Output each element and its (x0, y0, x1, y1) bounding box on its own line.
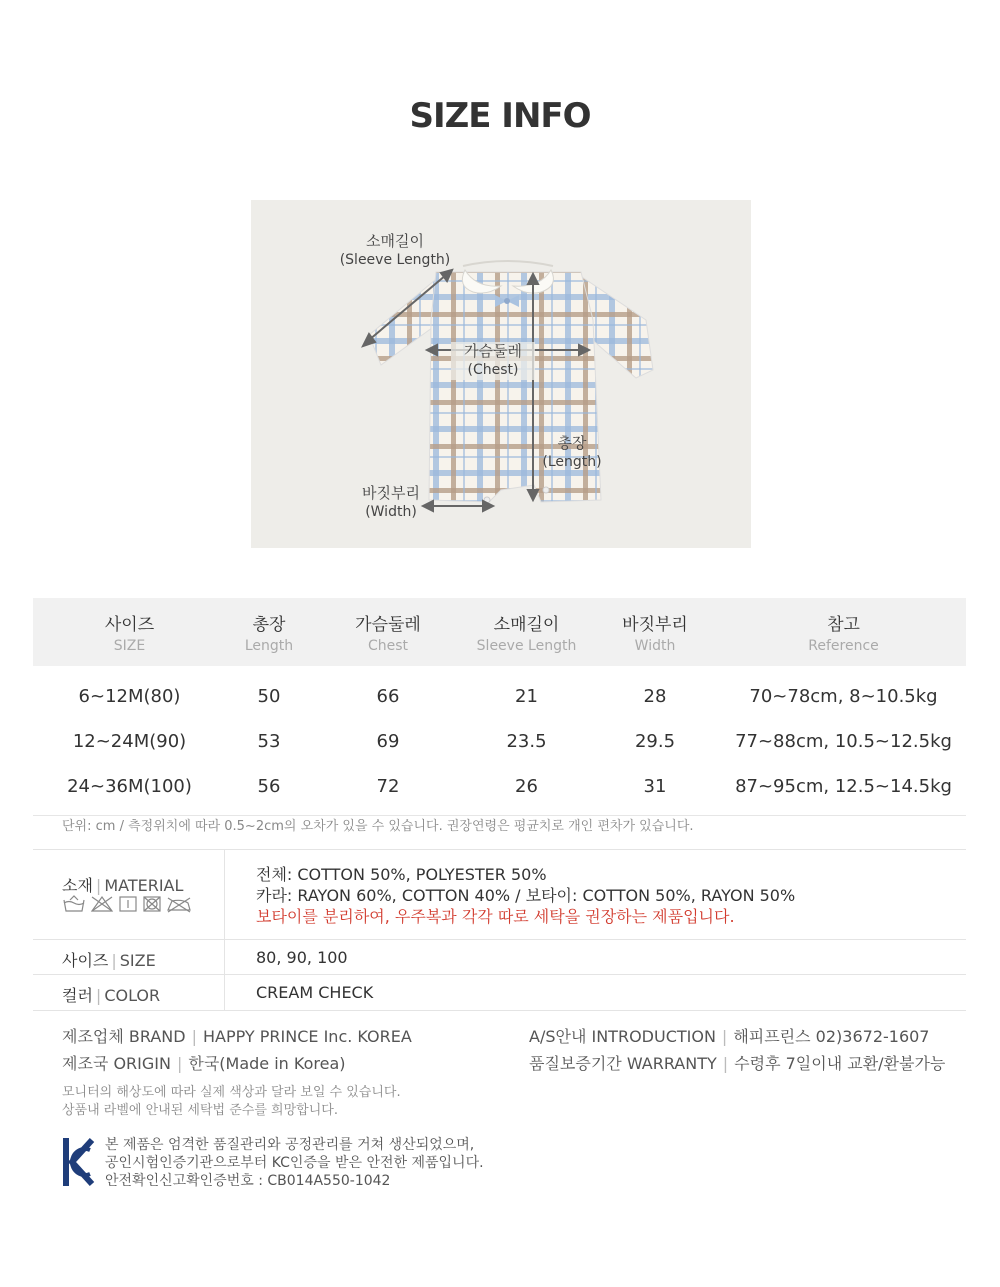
kc-line: 본 제품은 엄격한 품질관리와 공정관리를 거쳐 생산되었으며, (105, 1137, 475, 1153)
care-icons (62, 895, 192, 917)
color-label: 컬러 | COLOR (62, 986, 161, 1005)
cell-width: 31 (589, 764, 721, 816)
chest-label-en: (Chest) (467, 362, 519, 378)
product-image (251, 200, 751, 548)
material-warning: 보타이를 분리하여, 우주복과 각각 따로 세탁을 권장하는 제품입니다. (256, 907, 735, 926)
chest-label-ko: 가슴둘레 (464, 342, 522, 360)
brand-info: 제조업체 BRAND | HAPPY PRINCE Inc. KOREA (62, 1027, 412, 1046)
width-label-ko: 바짓부리 (362, 484, 420, 502)
size-table (33, 598, 966, 816)
header-width: 바짓부리 Width (589, 598, 721, 666)
cell-size: 6~12M(80) (78, 686, 181, 707)
monitor-note: 상품내 라벨에 안내된 세탁법 준수를 희망합니다. (62, 1103, 338, 1118)
header-size: 사이즈 SIZE (33, 598, 226, 666)
material-value (256, 864, 795, 927)
cell-sleeve: 23.5 (506, 731, 547, 752)
cell-length: 56 (226, 764, 312, 816)
material-line: 전체: COTTON 50%, POLYESTER 50% (256, 865, 547, 884)
kc-line: 안전확인신고확인증번호 : CB014A550-1042 (105, 1173, 391, 1189)
width-label-en: (Width) (365, 504, 417, 520)
no-bleach-icon (92, 897, 112, 911)
header-reference: 참고 Reference (721, 598, 966, 666)
warranty-info: 품질보증기간 WARRANTY | 수령후 7일이내 교환/환불가능 (529, 1054, 946, 1073)
table-row (33, 764, 966, 816)
color-value: CREAM CHECK (256, 983, 374, 1002)
cell-sleeve: 21 (515, 686, 538, 707)
dry-flat-icon (120, 897, 136, 911)
header-chest: 가슴둘레 Chest (312, 598, 464, 666)
kc-line: 공인시험인증기관으로부터 KC인증을 받은 안전한 제품입니다. (105, 1155, 484, 1171)
size-value: 80, 90, 100 (256, 948, 348, 967)
length-label-en: (Length) (542, 454, 602, 470)
cell-length: 53 (257, 731, 281, 752)
table-row (33, 666, 966, 719)
origin-info: 제조국 ORIGIN | 한국(Made in Korea) (62, 1054, 346, 1073)
material-line: 카라: RAYON 60%, COTTON 40% / 보타이: COTTON 50%, RAYON 50% (256, 886, 796, 905)
cell-chest: 69 (376, 731, 400, 752)
cell-length: 50 (257, 686, 281, 707)
sleeve-label-ko: 소매길이 (366, 232, 424, 250)
divider (33, 939, 966, 940)
length-label-ko: 총장 (557, 434, 587, 452)
divider (33, 1010, 966, 1011)
no-tumble-dry-icon (144, 897, 160, 911)
table-row (33, 719, 966, 764)
vertical-divider (224, 850, 225, 1010)
size-label: 사이즈 | SIZE (62, 951, 156, 970)
hand-wash-icon (64, 896, 84, 911)
cell-size: 24~36M(100) (33, 764, 226, 816)
monitor-notes (62, 1084, 401, 1120)
size-table-header (33, 598, 966, 666)
divider (33, 974, 966, 975)
cell-reference: 77~88cm, 10.5~12.5kg (735, 731, 952, 752)
header-sleeve: 소매길이 Sleeve Length (464, 598, 589, 666)
as-info: A/S안내 INTRODUCTION | 해피프린스 02)3672-1607 (529, 1027, 930, 1046)
measurement-note: 단위: cm / 측정위치에 따라 0.5~2cm의 오차가 있을 수 있습니다. 권장연령은 평균치로 개인 편차가 있습니다. (62, 819, 694, 834)
length-annotation (537, 434, 607, 472)
material-label: 소재 | MATERIAL (62, 876, 184, 895)
cell-sleeve: 26 (464, 764, 589, 816)
cell-chest: 72 (312, 764, 464, 816)
sleeve-annotation (335, 232, 455, 270)
monitor-note: 모니터의 해상도에 따라 실제 색상과 달라 보일 수 있습니다. (62, 1085, 401, 1100)
sleeve-label-en: (Sleeve Length) (339, 252, 451, 268)
cell-size: 12~24M(90) (72, 731, 187, 752)
kc-certification-text (105, 1136, 484, 1190)
header-length: 총장 Length (226, 598, 312, 666)
cell-reference: 87~95cm, 12.5~14.5kg (721, 764, 966, 816)
width-annotation (351, 484, 431, 522)
chest-annotation (451, 342, 535, 380)
kc-mark-icon (62, 1136, 96, 1192)
divider (33, 849, 966, 850)
no-iron-icon (168, 898, 190, 912)
cell-chest: 66 (376, 686, 400, 707)
cell-width: 29.5 (634, 731, 676, 752)
cell-reference: 70~78cm, 8~10.5kg (749, 686, 938, 707)
cell-width: 28 (643, 686, 667, 707)
page-title: SIZE INFO (409, 96, 591, 136)
